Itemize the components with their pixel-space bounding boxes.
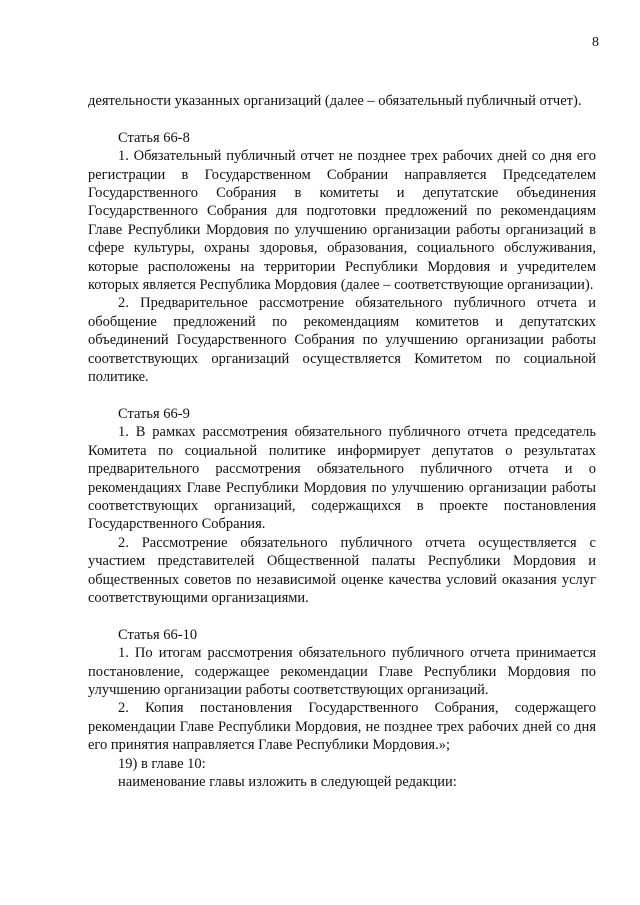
page-number: 8: [592, 35, 599, 50]
amendment-item-19: 19) в главе 10:: [118, 755, 206, 772]
document-body: [88, 92, 596, 791]
article-66-8-paragraph-2: 2. Предварительное рассмотрение обязательного публичного отчета и обобщение предложений по рекомендациям комитетов и депутатских объединений Государственного Собрания по улучшению организации работы соответствующих организаций осуществляется Комитетом по социальной политике.: [88, 295, 596, 386]
article-66-9-paragraph-2: 2. Рассмотрение обязательного публичного отчета осуществляется с участием представителей Общественной палаты Республики Мордовия и общественных советов по независимой оценке качества условий оказания услуг соответствующими организациями.: [88, 534, 596, 606]
paragraph-continuation: деятельности указанных организаций (далее – обязательный публичный отчет).: [88, 93, 582, 109]
amendment-text: наименование главы изложить в следующей редакции:: [118, 773, 457, 790]
article-heading-66-8: Статья 66-8: [118, 129, 190, 146]
article-66-10-paragraph-2: 2. Копия постановления Государственного Собрания, содержащего рекомендации Главе Республики Мордовия, не позднее трех рабочих дней со дня его принятия направляется Главе Республики Мордовия.»;: [88, 700, 596, 754]
article-heading-66-10: Статья 66-10: [118, 626, 198, 643]
article-66-9-paragraph-1: 1. В рамках рассмотрения обязательного публичного отчета председатель Комитета по социальной политике информирует депутатов о результатах предварительного рассмотрения обязательного публичного отчета и о рекомендациях Главе Республики Мордовия по улучшению организации работы соответствующих организаций, содержащихся в проекте постановления Государственного Собрания.: [88, 424, 596, 533]
article-66-8-paragraph-1: 1. Обязательный публичный отчет не позднее трех рабочих дней со дня его регистрации в Государственном Собрании направляется Председателем Государственного Собрания в комитеты и депутатские объединения Государственного Собрания для подготовки предложений по рекомендациям Главе Республики Мордовия по улучшению организации работы организаций в сфере культуры, охраны здоровья, образования, социального обслуживания, которые расположены на территории Республики Мордовия и учредителем которых является Республика Мордовия (далее – соответствующие организации).: [88, 148, 596, 294]
article-66-10-paragraph-1: 1. По итогам рассмотрения обязательного публичного отчета принимается постановление, содержащее рекомендации Главе Республики Мордовия по улучшению организации работы соответствующих организаций.: [88, 645, 596, 698]
article-heading-66-9: Статья 66-9: [118, 405, 190, 422]
